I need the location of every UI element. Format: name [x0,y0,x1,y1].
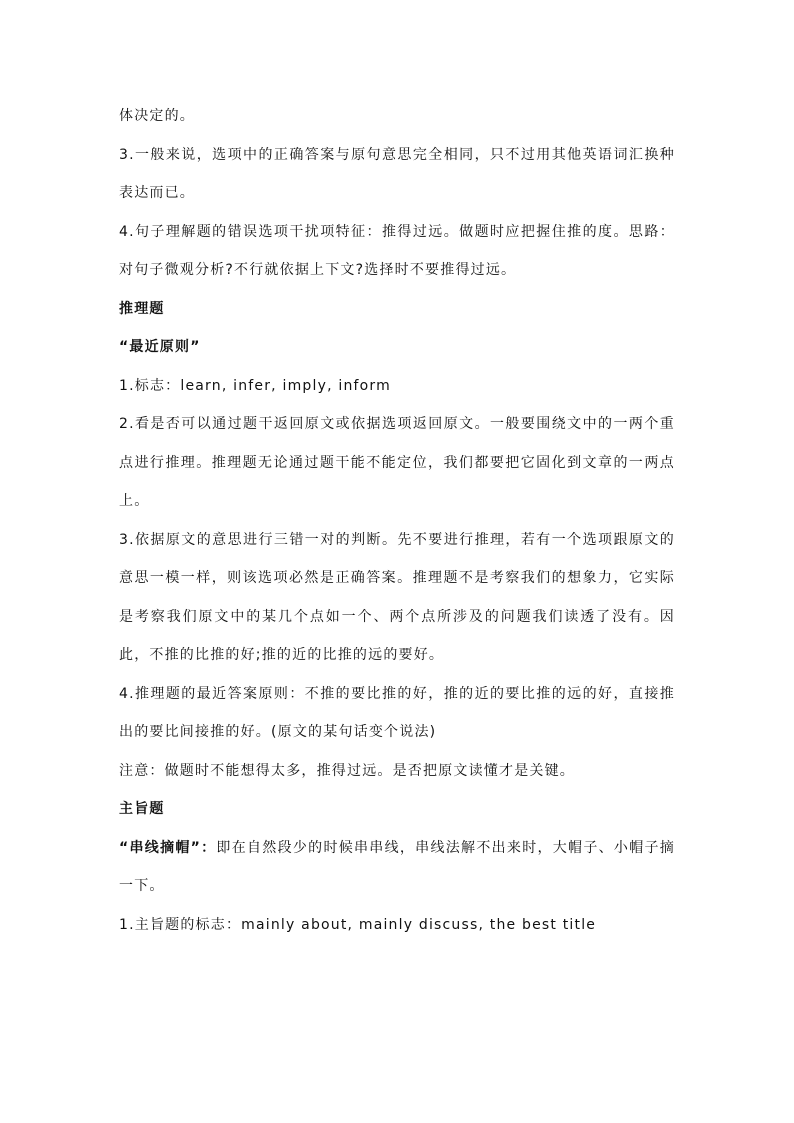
paragraph: 2.看是否可以通过题干返回原文或依据选项返回原文。一般要围绕文中的一两个重点进行推理。推理题无论通过题干能不能定位，我们都要把它固化到文章的一两点上。 [119,416,675,509]
section-heading-main-idea: 主旨题 [119,801,165,817]
paragraph: 3.依据原文的意思进行三错一对的判断。先不要进行推理，若有一个选项跟原文的意思一模一样，则该选项必然是正确答案。推理题不是考察我们的想象力，它实际是考察我们原文中的某几个点如一个、两个点所涉及的问题我们读透了没有。因此，不推的比推的好;推的近的比推的远的要好。 [119,531,675,663]
term-label: “串线摘帽”： [119,839,217,856]
paragraph [119,829,675,906]
paragraph: 体决定的。 [119,108,195,124]
subheading-nearest-principle: “最近原则” [119,339,201,355]
paragraph: 3.一般来说，选项中的正确答案与原句意思完全相同，只不过用其他英语词汇换种表达而已。 [119,146,675,201]
paragraph: 1.标志：learn, infer, imply, inform [119,377,391,394]
section-heading-inference: 推理题 [119,300,165,317]
paragraph: 4.句子理解题的错误选项干扰项特征：推得过远。做题时应把握住推的度。思路：对句子微观分析?不行就依据上下文?选择时不要推得过远。 [119,223,675,278]
paragraph: 注意：做题时不能想得太多，推得过远。是否把原文读懂才是关键。 [119,762,575,779]
paragraph: 4.推理题的最近答案原则：不推的要比推的好，推的近的要比推的远的好，直接推出的要比间接推的好。(原文的某句话变个说法) [119,685,675,740]
document-body [119,97,675,944]
paragraph-text: 即在自然段少的时候串串线，串线法解不出来时，大帽子、小帽子摘一下。 [119,839,675,894]
paragraph: 1.主旨题的标志：mainly about, mainly discuss, the best title [119,916,597,933]
